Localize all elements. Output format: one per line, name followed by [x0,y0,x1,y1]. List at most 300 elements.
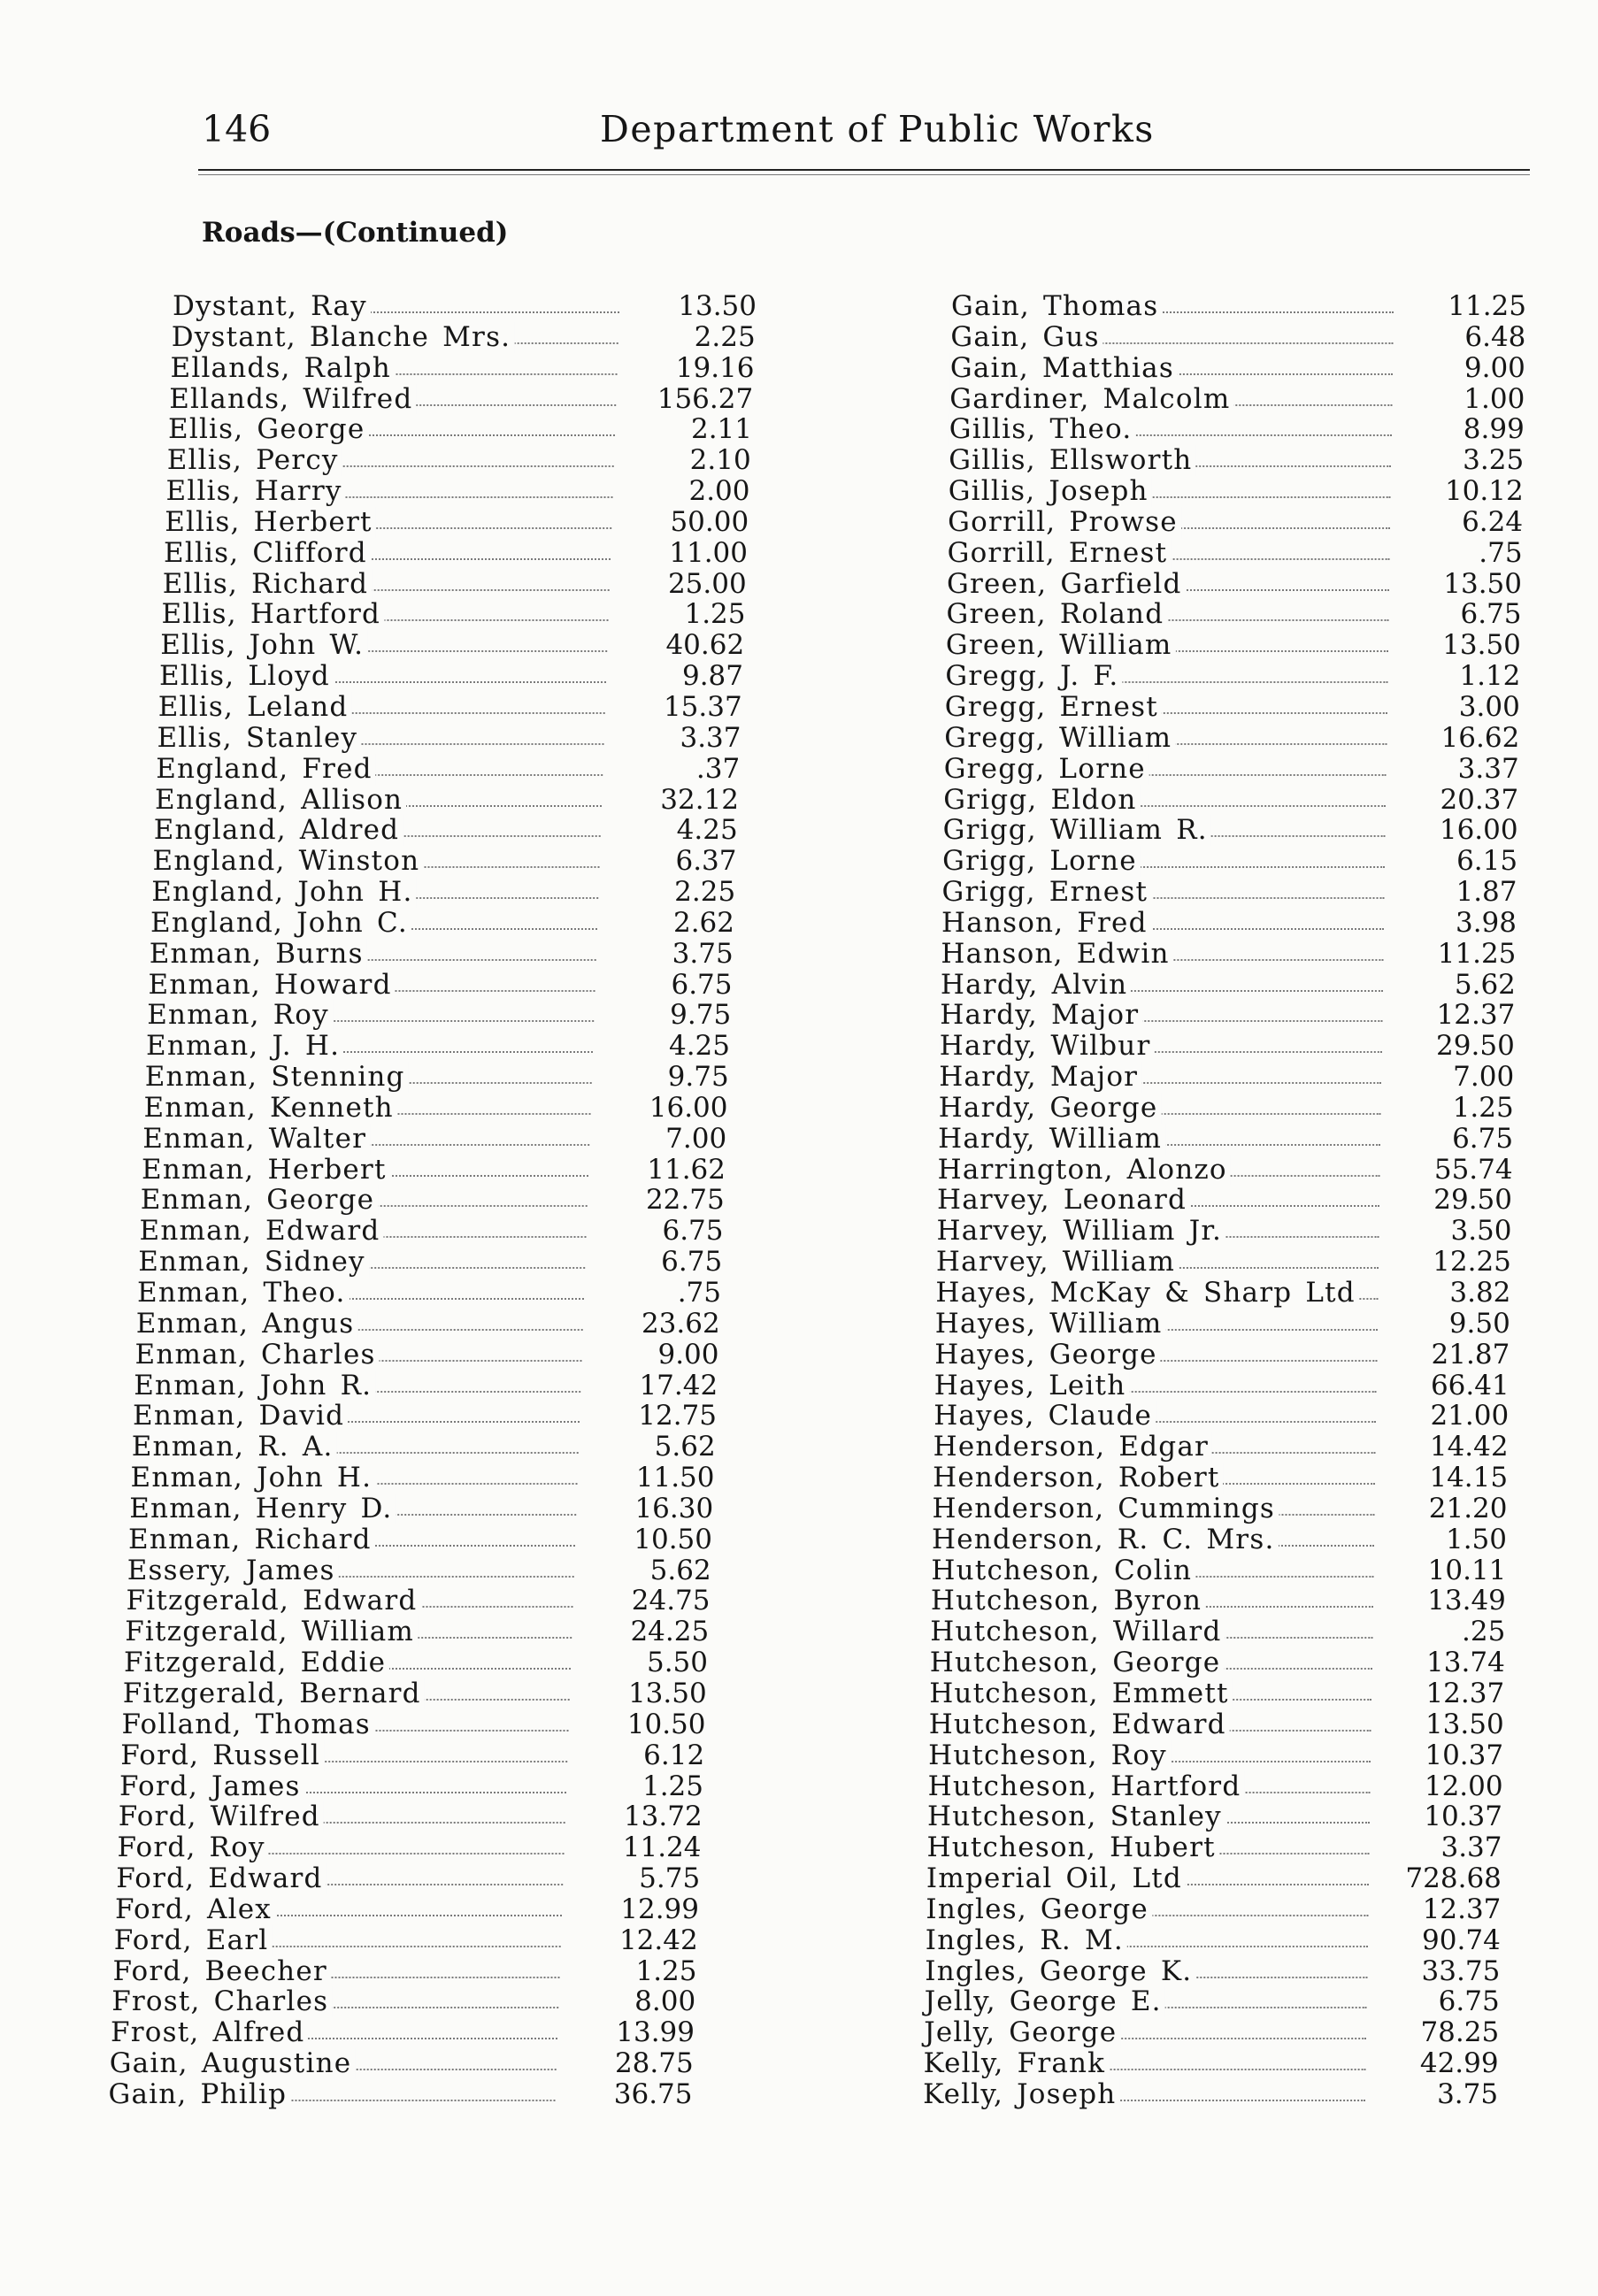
list-item [128,1524,712,1555]
payee-name: Hutcheson, Colin [931,1555,1195,1586]
payee-name: Ellands, Ralph [171,353,395,384]
list-item [942,846,1517,877]
list-item [156,754,740,785]
payment-amount: 728.68 [1405,1862,1502,1895]
payee-name: Dystant, Blanche Mrs. [172,322,515,353]
payee-name: Henderson, R. C. Mrs. [932,1524,1279,1555]
list-item [109,2079,693,2110]
payee-name: Enman, Theo. [137,1278,350,1309]
payment-amount: 9.00 [1464,351,1525,384]
payee-name: Enman, Richard [128,1524,375,1555]
list-item [167,445,751,476]
payee-name: Enman, John R. [134,1371,375,1401]
list-item [171,353,755,384]
list-item [129,1494,713,1524]
list-item [133,1401,717,1432]
payment-amount: 23.62 [641,1307,720,1340]
list-item [157,723,741,754]
payment-amount: 3.37 [1457,752,1519,785]
payment-amount: 1.25 [642,1770,703,1802]
list-item [928,1740,1503,1771]
payment-amount: 13.50 [1425,1708,1504,1740]
payment-amount: 6.15 [1456,845,1518,878]
payee-name: Frost, Charles [111,1986,332,2017]
payee-name: Hutcheson, Roy [928,1740,1171,1771]
payee-name: Ford, Edward [116,1863,326,1894]
list-item [115,1894,699,1925]
list-item [173,291,757,322]
list-item [132,1432,716,1463]
payment-amount: 12.99 [620,1893,699,1925]
payment-amount: 9.75 [670,999,732,1032]
payee-name: Hutcheson, Emmett [929,1678,1232,1709]
payee-name: Gregg, William [944,723,1175,754]
payment-amount: 3.25 [1463,444,1525,477]
payment-amount: 10.50 [626,1708,706,1740]
payee-name: Folland, Thomas [122,1709,374,1740]
payee-name: Ford, Beecher [113,1956,331,1987]
list-item [928,1771,1503,1802]
list-item [948,507,1523,538]
payment-amount: 6.75 [1438,1985,1500,2018]
payee-name: Green, William [946,630,1176,661]
payment-amount: 16.30 [634,1492,714,1524]
payment-amount: 5.75 [639,1862,701,1895]
payee-name: Harvey, Leonard [937,1185,1190,1216]
payee-name: Fitzgerald, Eddie [124,1647,389,1678]
payee-name: Hanson, Fred [941,908,1151,939]
payee-name: England, Aldred [154,815,403,846]
list-item [943,815,1518,846]
list-item [114,1925,698,1956]
list-item [945,661,1520,692]
list-item [929,1709,1504,1740]
payee-name: Ford, Alex [115,1894,275,1925]
list-item [153,846,737,877]
payee-name: Essery, James [127,1555,339,1586]
list-item [946,630,1521,661]
payee-name: Kelly, Joseph [923,2079,1119,2110]
payee-name: Enman, George [141,1185,379,1216]
payment-amount: 3.50 [1450,1215,1512,1248]
payment-amount: 33.75 [1421,1954,1501,1987]
list-item [923,2079,1498,2110]
payment-amount: .75 [1479,536,1523,569]
payee-name: Enman, John H. [131,1463,376,1494]
payment-amount: .75 [677,1277,721,1309]
payee-name: Ford, Wilfred [119,1801,324,1832]
list-item [135,1340,719,1371]
payment-amount: 13.72 [623,1801,703,1833]
payee-name: Hutcheson, Edward [929,1709,1230,1740]
list-item [150,939,734,970]
payment-amount: .37 [695,752,741,785]
payment-amount: 6.12 [643,1739,705,1771]
payment-amount: 2.11 [690,413,752,446]
list-item [930,1616,1505,1647]
payment-amount: 2.00 [688,475,750,508]
payment-amount: 14.15 [1429,1462,1509,1494]
payment-amount: 9.75 [667,1061,729,1094]
payment-amount: 78.25 [1420,2016,1500,2049]
list-item [164,538,748,569]
payee-name: Ellis, Harry [166,476,346,507]
list-item [111,2017,695,2048]
payment-amount: 11.24 [622,1831,702,1864]
list-item [119,1771,703,1802]
list-item [939,1093,1514,1124]
list-item [947,599,1522,630]
payee-name: Enman, Roy [147,1000,333,1031]
payment-amount: 12.37 [1422,1893,1502,1925]
payment-amount: 13.50 [678,290,757,322]
payment-amount: 6.75 [671,968,733,1001]
payee-name: Gain, Thomas [951,291,1162,322]
list-item [124,1647,708,1678]
payee-name: Enman, Henry D. [129,1494,396,1524]
payee-name: Fitzgerald, Bernard [123,1678,425,1709]
header-rule [198,169,1530,171]
payee-name: Hutcheson, Byron [931,1586,1205,1616]
payee-name: Ingles, R. M. [926,1925,1127,1956]
payment-amount: 21.20 [1428,1492,1508,1524]
payee-name: England, John H. [151,877,416,908]
payee-name: Gain, Augustine [110,2048,356,2079]
payee-name: Ellands, Wilfred [169,384,416,415]
payee-name: Gain, Philip [109,2079,291,2110]
list-item [942,877,1517,908]
payment-amount: 1.87 [1456,876,1517,909]
list-item [127,1586,711,1616]
payment-amount: 29.50 [1433,1184,1512,1217]
list-item [943,785,1518,816]
payment-amount: 3.75 [1437,2077,1499,2110]
list-item [941,908,1517,939]
payee-name: Green, Roland [947,599,1168,630]
list-item [142,1155,726,1186]
list-item [927,1801,1502,1832]
payment-amount: 5.62 [1454,968,1516,1001]
list-item [937,1216,1512,1247]
payee-name: Ellis, John W. [160,630,367,661]
payment-amount: 5.62 [654,1431,716,1463]
list-item [933,1494,1508,1524]
payee-name: Gregg, J. F. [945,661,1122,692]
list-item [949,445,1524,476]
payment-amount: 29.50 [1436,1030,1515,1063]
list-item [125,1616,709,1647]
list-item [951,291,1526,322]
payment-amount: 12.37 [1425,1677,1505,1709]
page-header [202,108,1529,161]
payment-amount: 1.25 [635,1954,697,1987]
payment-amount: 3.37 [680,721,741,754]
payee-name: Ellis, George [168,414,368,445]
list-item [159,661,743,692]
list-item [146,1031,730,1062]
list-item [949,384,1525,415]
list-item [165,507,749,538]
payee-name: Ingles, George K. [925,1956,1195,1987]
payment-amount: 11.25 [1448,290,1526,322]
payee-name: Fitzgerald, Edward [127,1586,421,1616]
list-item [927,1832,1502,1863]
payment-amount: 9.00 [657,1338,719,1371]
payment-amount: 11.25 [1437,937,1517,970]
payment-amount: 12.75 [638,1400,717,1432]
payment-amount: 19.16 [675,351,755,384]
list-item [932,1524,1507,1555]
payee-name: Hardy, George [939,1093,1162,1124]
list-item [147,1000,731,1031]
list-item [937,1185,1512,1216]
payee-name: Ford, James [119,1771,304,1802]
payment-amount: 6.24 [1462,505,1524,538]
list-item [950,353,1525,384]
payee-name: Hayes, George [934,1340,1160,1371]
payment-amount: 13.74 [1426,1647,1505,1679]
list-item [947,569,1522,600]
payment-amount: 2.25 [694,320,756,353]
payee-name: Gardiner, Malcolm [949,384,1233,415]
payee-name: Hutcheson, Willard [930,1616,1225,1647]
payee-name: Ellis, Herbert [165,507,375,538]
payee-name: Gregg, Lorne [944,754,1149,785]
payment-amount: 1.50 [1445,1523,1507,1555]
payee-name: Harvey, William [936,1247,1179,1278]
payment-amount: 6.75 [1452,1122,1514,1155]
list-item [138,1247,722,1278]
payee-name: Ellis, Lloyd [159,661,334,692]
list-item [924,2017,1499,2048]
payment-amount: 1.25 [1452,1091,1514,1124]
payee-name: Henderson, Robert [933,1463,1223,1494]
payee-name: Ellis, Clifford [164,538,371,569]
list-item [163,569,747,600]
payee-name: Henderson, Cummings [933,1494,1279,1524]
payment-amount: 3.82 [1449,1277,1511,1309]
payment-amount: 10.11 [1427,1554,1507,1586]
list-item [944,754,1519,785]
payee-name: Ellis, Leland [158,692,352,723]
list-item [122,1709,706,1740]
payment-amount: 8.99 [1463,413,1525,446]
payment-amount: 50.00 [670,505,749,538]
payee-name: Enman, Walter [142,1124,370,1155]
payment-amount: 2.25 [674,876,736,909]
list-item [145,1062,729,1093]
payment-amount: 21.87 [1431,1338,1510,1371]
payment-amount: 1.12 [1459,660,1521,693]
payee-name: Hardy, Major [939,1062,1141,1093]
payee-name: Jelly, George [924,2017,1120,2048]
payment-amount: 11.50 [635,1462,715,1494]
payee-name: Gillis, Theo. [949,414,1136,445]
payee-name: Jelly, George E. [925,1986,1165,2017]
payment-amount: 3.98 [1455,906,1517,939]
list-item [934,1340,1510,1371]
payment-amount: 55.74 [1433,1153,1513,1186]
list-item [948,538,1523,569]
payee-name: Ellis, Percy [167,445,342,476]
list-item [118,1832,702,1863]
payment-amount: 12.42 [618,1924,698,1956]
list-item [925,1956,1500,1987]
payee-name: Enman, Stenning [145,1062,409,1093]
payment-amount: 6.48 [1464,320,1526,353]
payment-amount: 6.37 [675,845,737,878]
list-item [931,1555,1506,1586]
payee-name: Grigg, Eldon [943,785,1140,816]
payee-name: Gain, Gus [950,322,1102,353]
payment-amount: 12.00 [1424,1770,1503,1802]
left-column-list [108,290,757,2110]
payee-name: Hayes, Leith [934,1371,1130,1401]
list-item [154,815,738,846]
payment-amount: 28.75 [614,2047,694,2080]
payment-amount: 24.75 [631,1585,711,1617]
list-item [939,1062,1514,1093]
list-item [935,1278,1510,1309]
list-item [166,476,750,507]
payee-name: Enman, Burns [150,939,367,970]
list-item [144,1093,728,1124]
payee-name: Hutcheson, Hubert [927,1832,1219,1863]
payee-name: Frost, Alfred [111,2017,308,2048]
payee-name: Hardy, Major [940,1000,1142,1031]
list-item [926,1894,1501,1925]
payee-name: Hutcheson, George [930,1647,1225,1678]
payee-name: Hanson, Edwin [941,939,1172,970]
list-item [136,1309,720,1340]
list-item [111,1986,695,2017]
list-item [926,1863,1502,1894]
list-item [110,2048,694,2079]
payment-amount: 4.25 [676,814,738,847]
list-item [933,1401,1509,1432]
payee-name: Hayes, Claude [933,1401,1156,1432]
payment-amount: 5.62 [649,1554,711,1586]
section-heading: Roads—(Continued) [202,217,509,249]
list-item [140,1216,724,1247]
list-item [127,1555,711,1586]
payment-amount: 15.37 [663,690,742,723]
payee-name: Ford, Russell [120,1740,324,1771]
payment-amount: 8.00 [634,1985,696,2018]
list-item [120,1740,704,1771]
payee-name: England, Fred [156,754,375,785]
payment-amount: 156.27 [657,382,754,415]
payee-name: Enman, Charles [135,1340,380,1371]
payee-name: Imperial Oil, Ltd [926,1863,1186,1894]
list-item [924,2048,1499,2079]
payment-amount: 2.10 [689,444,751,477]
payee-name: Enman, R. A. [132,1432,337,1463]
payment-amount: .25 [1461,1616,1506,1648]
payee-name: Enman, Kenneth [144,1093,397,1124]
payment-amount: 9.50 [1448,1307,1510,1340]
payment-amount: 10.50 [634,1523,712,1555]
payee-name: Gillis, Joseph [949,476,1152,507]
payee-name: Enman, Angus [136,1309,358,1340]
payment-amount: 16.00 [649,1091,728,1124]
list-item [940,1000,1515,1031]
right-column-list [923,290,1526,2110]
payment-amount: 36.75 [613,2077,693,2110]
payment-amount: 22.75 [645,1184,725,1217]
list-item [168,414,752,445]
payment-amount: 20.37 [1440,783,1519,816]
payment-amount: 6.75 [661,1246,723,1279]
payee-name: Hardy, William [938,1124,1165,1155]
payee-name: Green, Garfield [947,569,1186,600]
list-item [131,1463,715,1494]
list-item [941,939,1516,970]
payee-name: Hardy, Alvin [941,970,1131,1001]
payee-name: Kelly, Frank [924,2048,1110,2079]
payment-amount: 7.00 [665,1122,727,1155]
list-item [941,970,1516,1001]
payment-amount: 1.25 [684,598,746,631]
payee-name: Henderson, Edgar [933,1432,1212,1463]
list-item [141,1185,725,1216]
list-item [137,1278,721,1309]
payment-amount: 25.00 [667,567,747,600]
list-item [151,877,735,908]
payee-name: Hayes, William [935,1309,1166,1340]
payment-amount: 17.42 [639,1369,718,1401]
payee-name: Harvey, William Jr. [937,1216,1226,1247]
payment-amount: 16.62 [1441,721,1520,754]
payee-name: Ford, Roy [118,1832,269,1863]
list-item [934,1371,1510,1401]
payee-name: Enman, David [133,1401,348,1432]
payment-amount: 13.50 [627,1677,707,1709]
list-item [949,476,1524,507]
payee-name: Ingles, George [926,1894,1152,1925]
page-number: 146 [202,108,272,150]
payee-name: Enman, Herbert [142,1155,390,1186]
list-item [169,384,753,415]
list-item [933,1432,1509,1463]
payee-name: Ellis, Richard [163,569,373,600]
list-item [936,1247,1511,1278]
list-item [149,970,733,1001]
list-item [150,908,734,939]
payee-name: Harrington, Alonzo [938,1155,1231,1186]
list-item [119,1801,703,1832]
payee-name: Dystant, Ray [173,291,371,322]
payment-amount: 3.37 [1441,1831,1502,1864]
payee-name: Grigg, Lorne [942,846,1141,877]
payment-amount: 2.62 [672,906,734,939]
payee-name: Grigg, Ernest [942,877,1152,908]
payee-name: Enman, J. H. [146,1031,343,1062]
list-item [926,1925,1501,1956]
payment-amount: 3.00 [1458,690,1520,723]
header-rule-thin [198,174,1530,175]
payment-amount: 12.25 [1433,1246,1511,1279]
payee-name: Gorrill, Ernest [948,538,1172,569]
payment-amount: 21.00 [1430,1400,1510,1432]
list-item [160,630,744,661]
payment-amount: 32.12 [660,783,739,816]
payee-name: Hardy, Wilbur [940,1031,1155,1062]
page-title: Department of Public Works [600,108,1155,150]
payment-amount: 9.87 [681,660,743,693]
payee-name: Enman, Edward [140,1216,384,1247]
payment-amount: 11.62 [647,1153,726,1186]
